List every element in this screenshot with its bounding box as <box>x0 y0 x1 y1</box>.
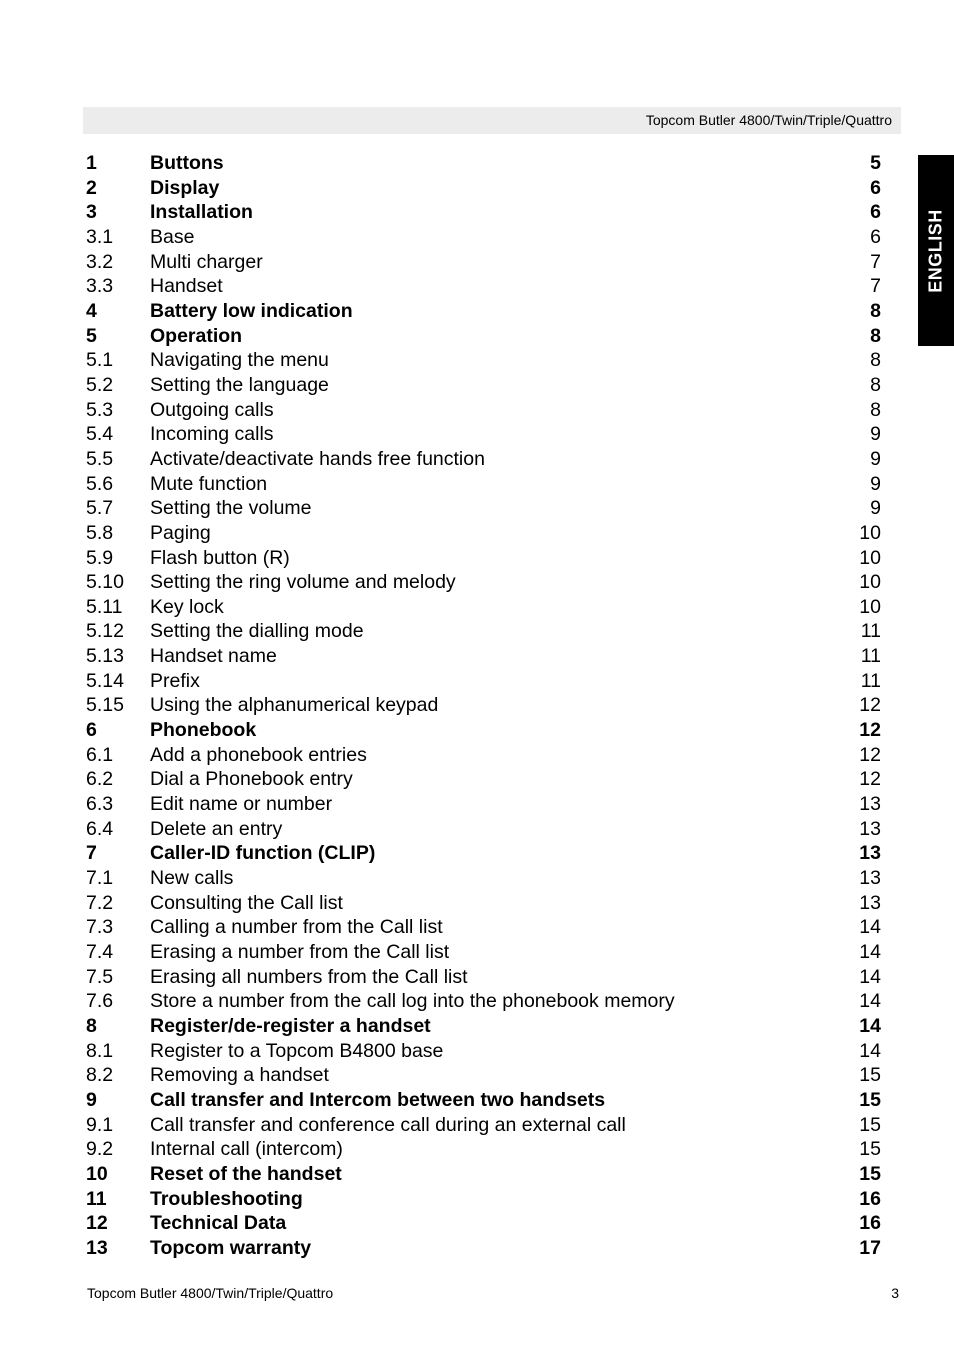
toc-section-row <box>86 250 881 275</box>
toc-number: 7.3 <box>86 916 114 939</box>
toc-page-number: 10 <box>859 546 881 569</box>
toc-section-row <box>86 570 881 595</box>
language-tab <box>918 155 954 346</box>
toc-number: 6.2 <box>86 768 114 791</box>
toc-section-row <box>86 1039 881 1064</box>
toc-title: Key lock <box>150 595 224 618</box>
toc-section-row <box>86 817 881 842</box>
toc-section-row <box>86 521 881 546</box>
toc-chapter-row <box>86 151 881 176</box>
toc-title: Technical Data <box>150 1212 287 1235</box>
toc-section-row <box>86 767 881 792</box>
header-title: Topcom Butler 4800/Twin/Triple/Quattro <box>645 112 892 128</box>
toc-number: 6.3 <box>86 793 114 816</box>
toc-number: 3.1 <box>86 225 114 248</box>
toc-section-row <box>86 1113 881 1138</box>
toc-number: 5.13 <box>86 645 124 668</box>
toc-page-number: 9 <box>870 472 881 495</box>
toc-number: 5.7 <box>86 497 114 520</box>
toc-page-number: 11 <box>860 645 881 668</box>
toc-number: 3 <box>86 201 97 224</box>
toc-title: Edit name or number <box>150 793 333 816</box>
toc-number: 13 <box>86 1236 108 1259</box>
toc-page-number: 13 <box>859 867 881 890</box>
toc-title: Using the alphanumerical keypad <box>150 694 439 717</box>
toc-page-number: 15 <box>859 1088 881 1111</box>
toc-number: 7.4 <box>86 941 114 963</box>
toc-section-row <box>86 866 881 891</box>
toc-title: Battery low indication <box>150 299 353 322</box>
toc-number: 5.5 <box>86 447 114 470</box>
toc-number: 12 <box>86 1212 108 1235</box>
toc-chapter-row <box>86 1236 881 1261</box>
toc-number: 8.1 <box>86 1039 114 1062</box>
toc-page-number: 7 <box>870 250 881 273</box>
toc-chapter-row <box>86 176 881 201</box>
toc-page-number: 15 <box>859 1064 881 1087</box>
toc-title: Reset of the handset <box>150 1162 342 1185</box>
toc-page-number: 8 <box>870 349 881 372</box>
toc-title: Setting the dialling mode <box>150 620 364 643</box>
toc-section-row <box>86 422 881 447</box>
toc-title: Operation <box>150 324 243 347</box>
toc-page-number: 14 <box>859 941 881 963</box>
toc-page-number: 7 <box>870 275 881 298</box>
toc-title: Call transfer and conference call during an external call <box>150 1113 626 1136</box>
toc-number: 5.11 <box>86 595 123 618</box>
toc-page-number: 10 <box>859 595 881 618</box>
toc-title: Paging <box>150 521 211 544</box>
table-of-contents <box>86 151 881 1261</box>
toc-number: 7.5 <box>86 965 114 988</box>
toc-page-number: 9 <box>870 423 881 446</box>
toc-number: 9.2 <box>86 1138 114 1161</box>
toc-page-number: 6 <box>870 176 881 199</box>
toc-page-number: 16 <box>859 1212 881 1235</box>
toc-number: 5 <box>86 324 97 347</box>
toc-section-row <box>86 792 881 817</box>
toc-page-number: 14 <box>859 965 881 988</box>
language-tab-label: ENGLISH <box>925 208 946 293</box>
toc-section-row <box>86 398 881 423</box>
toc-page-number: 15 <box>859 1113 881 1136</box>
toc-page-number: 9 <box>870 497 881 520</box>
toc-section-row <box>86 225 881 250</box>
running-header <box>83 107 901 134</box>
toc-title: Add a phonebook entries <box>150 743 367 766</box>
toc-title: Handset name <box>150 645 277 668</box>
toc-page-number: 6 <box>870 201 881 224</box>
toc-section-row <box>86 472 881 497</box>
toc-number: 5.10 <box>86 571 124 594</box>
toc-title: Setting the language <box>150 373 329 396</box>
toc-section-row <box>86 940 881 965</box>
toc-title: Setting the volume <box>150 497 312 520</box>
toc-page-number: 14 <box>859 916 881 939</box>
toc-page-number: 12 <box>859 694 881 717</box>
toc-title: Buttons <box>150 152 224 174</box>
toc-title: New calls <box>150 867 234 890</box>
toc-chapter-row <box>86 200 881 225</box>
toc-page-number: 9 <box>870 447 881 470</box>
toc-page-number: 8 <box>870 299 881 322</box>
toc-chapter-row <box>86 1187 881 1212</box>
toc-section-row <box>86 546 881 571</box>
toc-number: 6 <box>86 719 97 742</box>
toc-number: 11 <box>86 1187 107 1210</box>
toc-title: Delete an entry <box>150 817 283 840</box>
toc-page-number: 5 <box>870 152 881 174</box>
toc-section-row <box>86 496 881 521</box>
toc-title: Mute function <box>150 472 268 495</box>
toc-page-number: 16 <box>859 1187 881 1210</box>
toc-page-number: 12 <box>859 719 881 742</box>
toc-page-number: 10 <box>859 571 881 594</box>
toc-number: 5.8 <box>86 521 114 544</box>
toc-number: 3.2 <box>86 250 114 273</box>
toc-section-row <box>86 348 881 373</box>
toc-number: 5.4 <box>86 423 114 446</box>
toc-title: Outgoing calls <box>150 398 274 421</box>
toc-title: Troubleshooting <box>150 1187 303 1210</box>
toc-section-row <box>86 965 881 990</box>
toc-number: 5.3 <box>86 398 114 421</box>
toc-title: Store a number from the call log into the phonebook memory <box>150 990 675 1013</box>
toc-page-number: 8 <box>870 373 881 396</box>
toc-page-number: 14 <box>859 1014 881 1037</box>
toc-page-number: 13 <box>859 817 881 840</box>
toc-number: 7.2 <box>86 891 114 914</box>
toc-chapter-row <box>86 718 881 743</box>
toc-number: 4 <box>86 299 97 322</box>
toc-title: Installation <box>150 201 253 224</box>
toc-number: 7.6 <box>86 990 114 1013</box>
toc-section-row <box>86 915 881 940</box>
toc-page-number: 14 <box>859 1039 881 1062</box>
toc-title: Register to a Topcom B4800 base <box>150 1039 444 1062</box>
toc-chapter-row <box>86 1211 881 1236</box>
toc-title: Topcom warranty <box>150 1236 312 1259</box>
toc-number: 7.1 <box>86 867 114 890</box>
toc-page-number: 17 <box>859 1236 881 1259</box>
toc-title: Base <box>150 225 195 248</box>
toc-page-number: 11 <box>860 620 881 643</box>
toc-section-row <box>86 373 881 398</box>
toc-section-row <box>86 1137 881 1162</box>
toc-page-number: 13 <box>859 891 881 914</box>
toc-title: Internal call (intercom) <box>150 1138 343 1161</box>
toc-chapter-row <box>86 1088 881 1113</box>
toc-page-number: 10 <box>859 521 881 544</box>
toc-title: Flash button (R) <box>150 546 290 569</box>
toc-page-number: 11 <box>860 669 881 692</box>
toc-number: 3.3 <box>86 275 114 298</box>
toc-number: 5.12 <box>86 620 124 643</box>
toc-number: 5.1 <box>86 349 114 372</box>
toc-title: Dial a Phonebook entry <box>150 768 353 791</box>
toc-section-row <box>86 743 881 768</box>
toc-title: Activate/deactivate hands free function <box>150 447 485 470</box>
toc-title: Consulting the Call list <box>150 891 343 914</box>
toc-title: Incoming calls <box>150 423 274 446</box>
toc-title: Call transfer and Intercom between two handsets <box>150 1088 606 1111</box>
toc-title: Handset <box>150 275 223 298</box>
toc-title: Removing a handset <box>150 1064 329 1087</box>
toc-section-row <box>86 693 881 718</box>
toc-page-number: 13 <box>859 793 881 816</box>
toc-number: 7 <box>86 842 97 865</box>
toc-section-row <box>86 644 881 669</box>
toc-title: Register/de-register a handset <box>150 1014 431 1037</box>
toc-title: Display <box>150 176 220 199</box>
toc-number: 9.1 <box>86 1113 114 1136</box>
toc-chapter-row <box>86 324 881 349</box>
toc-chapter-row <box>86 841 881 866</box>
toc-chapter-row <box>86 1014 881 1039</box>
toc-page-number: 6 <box>870 225 881 248</box>
footer-title: Topcom Butler 4800/Twin/Triple/Quattro <box>87 1285 334 1301</box>
toc-chapter-row <box>86 1162 881 1187</box>
toc-page-number: 15 <box>859 1162 881 1185</box>
toc-section-row <box>86 1063 881 1088</box>
toc-number: 5.14 <box>86 669 124 692</box>
toc-title: Navigating the menu <box>150 349 329 372</box>
toc-section-row <box>86 669 881 694</box>
footer-page-number: 3 <box>891 1285 899 1301</box>
toc-number: 8.2 <box>86 1064 114 1087</box>
toc-page-number: 15 <box>859 1138 881 1161</box>
toc-page-number: 8 <box>870 398 881 421</box>
toc-chapter-row <box>86 299 881 324</box>
toc-number: 8 <box>86 1014 97 1037</box>
toc-section-row <box>86 274 881 299</box>
toc-page-number: 8 <box>870 324 881 347</box>
toc-section-row <box>86 447 881 472</box>
toc-title: Erasing all numbers from the Call list <box>150 965 468 988</box>
toc-title: Multi charger <box>150 250 263 273</box>
toc-section-row <box>86 891 881 916</box>
toc-section-row <box>86 595 881 620</box>
toc-number: 5.2 <box>86 373 114 396</box>
toc-title: Erasing a number from the Call list <box>150 941 450 963</box>
toc-number: 5.6 <box>86 472 114 495</box>
toc-number: 5.9 <box>86 546 114 569</box>
toc-page-number: 14 <box>859 990 881 1013</box>
toc-section-row <box>86 619 881 644</box>
toc-number: 1 <box>86 152 97 174</box>
toc-title: Calling a number from the Call list <box>150 916 443 939</box>
toc-title: Phonebook <box>150 719 257 742</box>
toc-page-number: 12 <box>859 768 881 791</box>
toc-number: 9 <box>86 1088 97 1111</box>
toc-number: 5.15 <box>86 694 124 717</box>
toc-number: 6.4 <box>86 817 114 840</box>
toc-number: 2 <box>86 176 97 199</box>
toc-number: 6.1 <box>86 743 114 766</box>
toc-page-number: 12 <box>859 743 881 766</box>
toc-section-row <box>86 989 881 1014</box>
toc-title: Prefix <box>150 669 200 692</box>
toc-title: Caller-ID function (CLIP) <box>150 842 376 865</box>
toc-title: Setting the ring volume and melody <box>150 571 456 594</box>
toc-page-number: 13 <box>859 842 881 865</box>
toc-number: 10 <box>86 1162 108 1185</box>
